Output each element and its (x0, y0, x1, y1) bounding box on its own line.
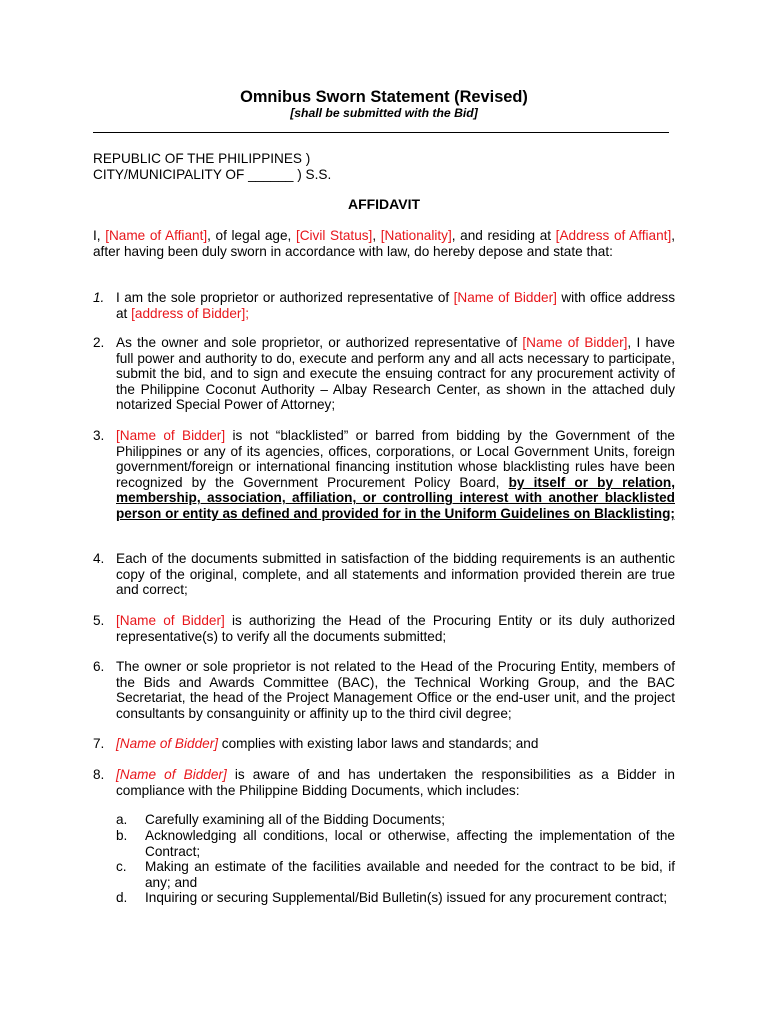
intro-text: I, (93, 228, 106, 243)
intro-paragraph (93, 228, 675, 259)
civil-status-placeholder: [Civil Status] (295, 228, 373, 243)
sub-item-text: Carefully examining all of the Bidding Documents; (145, 812, 445, 827)
item-number: 8. (93, 767, 105, 782)
item-number: 6. (93, 659, 105, 674)
sub-item-letter: d. (116, 890, 128, 905)
item-text (116, 335, 675, 413)
sub-item-letter: c. (116, 859, 127, 874)
venue-city-line: CITY/MUNICIPALITY OF ______ ) S.S. (93, 166, 332, 182)
item-number: 2. (93, 335, 105, 350)
item-number: 1. (93, 290, 105, 305)
venue-block (93, 151, 653, 182)
intro-text: , of legal age, (207, 228, 296, 243)
item-text-run: is not “blacklisted” or barred from bidding by the Government of the Philippines or any of its agencies, offices, corporations, or Local Government Units, foreign government/foreign or international financing institution whose blacklisting rules have been recognized by the Government Procurement Policy Board, (116, 428, 675, 490)
sub-item-letter: b. (116, 828, 128, 843)
item-text-run: , I have full power and authority to do, execute and perform any and all acts necessary to participate, submit the bid, and to sign and execute the ensuing contract for any procurement activity of the Philippine Coconut Authority – Albay Research Center, as shown in the attached duly notarized Special Power of Attorney; (116, 335, 675, 413)
sub-item-letter: a. (116, 812, 128, 827)
nationality-placeholder: [Nationality] (380, 228, 452, 243)
item-number: 4. (93, 551, 105, 566)
sub-item-text: Making an estimate of the facilities available and needed for the contract to be bid, if any; and (145, 859, 675, 890)
bidder-address-placeholder: [address of Bidder]; (131, 305, 250, 321)
item-number: 7. (93, 736, 105, 751)
item-text (116, 428, 675, 522)
item-text-run: with office address at (116, 290, 675, 321)
affiant-name-placeholder: [Name of Affiant] (105, 228, 208, 243)
item-text (116, 736, 675, 752)
item-text-run: I am the sole proprietor or authorized representative of (116, 290, 454, 305)
item-text-run: is authorizing the Head of the Procuring Entity or its duly authorized representative(s) to verify all the documents submitted; (116, 613, 676, 644)
bidder-name-placeholder: [Name of Bidder] (522, 335, 628, 350)
document-subtitle: [shall be submitted with the Bid] (290, 106, 478, 120)
item-text (116, 767, 675, 798)
intro-text: , and residing at (451, 228, 556, 243)
item-text-run: is aware of and has undertaken the responsibilities as a Bidder in compliance with the Philippine Bidding Documents, which includes: (116, 767, 675, 798)
document-title: Omnibus Sworn Statement (Revised) (240, 88, 528, 106)
title-divider (93, 132, 669, 133)
affidavit-heading: AFFIDAVIT (347, 196, 421, 212)
item-text: The owner or sole proprietor is not related to the Head of the Procuring Entity, members of the Bids and Awards Committee (BAC), the Technical Working Group, and the BAC Secretariat, the head of the Project Management Office or the end-user unit, and the project consultants by consanguinity or affinity up to the third civil degree; (116, 659, 675, 721)
sub-item-text: Acknowledging all conditions, local or otherwise, affecting the implementation of the Contract; (145, 828, 675, 859)
bidder-name-placeholder: [Name of Bidder] (116, 428, 226, 443)
intro-text: , after having been duly sworn in accordance with law, do hereby depose and state that: (93, 228, 676, 259)
item-text-run: complies with existing labor laws and standards; and (218, 736, 539, 751)
affiant-address-placeholder: [Address of Affiant] (555, 228, 672, 243)
bidder-name-placeholder: [Name of Bidder] (116, 767, 227, 782)
bidder-name-placeholder: [Name of Bidder] (116, 736, 218, 751)
sub-item-text: Inquiring or securing Supplemental/Bid Bulletin(s) issued for any procurement contract; (145, 890, 668, 905)
item-text-run: As the owner and sole proprietor, or authorized representative of (116, 335, 523, 350)
blacklisting-clause: by itself or by relation, membership, association, affiliation, or controlling interest with another blacklisted person or entity as defined and provided for in the Uniform Guidelines on Blacklisting; (116, 474, 676, 521)
item-text (116, 290, 675, 321)
bidder-name-placeholder: [Name of Bidder] (116, 613, 225, 628)
bidder-name-placeholder: [Name of Bidder] (453, 290, 557, 305)
item-text (116, 613, 675, 644)
item-number: 3. (93, 428, 105, 443)
item-text: Each of the documents submitted in satisfaction of the bidding requirements is an authentic copy of the original, complete, and all statements and information provided therein are true and correct; (116, 551, 675, 598)
item-number: 5. (93, 613, 105, 628)
venue-republic-line: REPUBLIC OF THE PHILIPPINES ) (93, 151, 311, 166)
intro-text: , (372, 228, 381, 243)
